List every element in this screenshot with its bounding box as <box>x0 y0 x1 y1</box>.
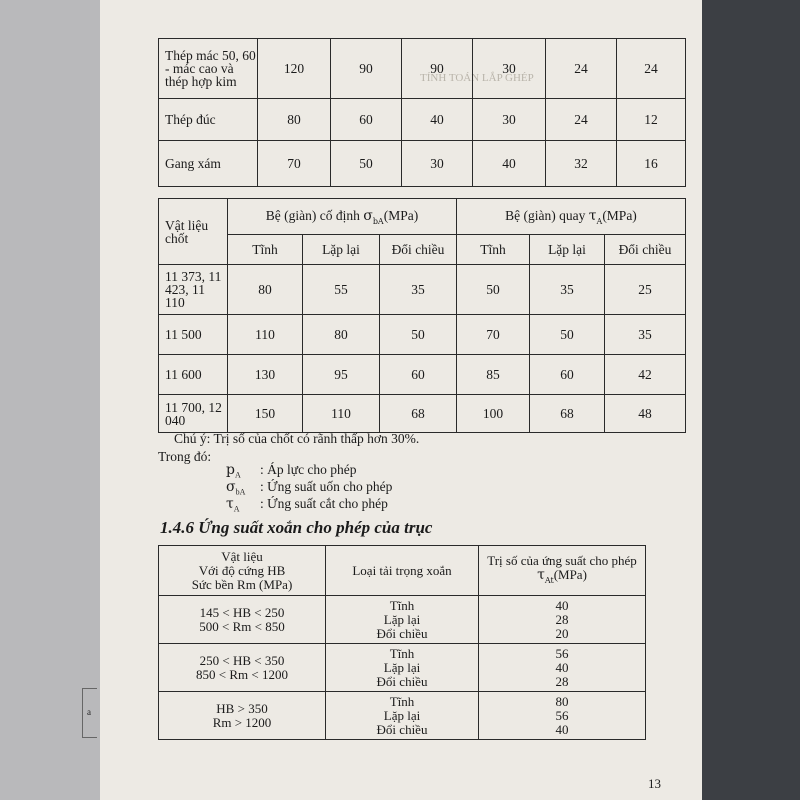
subheader-cell: Tĩnh <box>457 235 530 265</box>
material-cell: 145 < HB < 250 500 < Rm < 850 <box>159 596 326 644</box>
material-cell: 11 500 <box>159 315 228 355</box>
header-rotating: Bệ (giàn) quay $\tau_A(MPa)$ <box>457 199 686 235</box>
value-cell: 80 <box>228 265 303 315</box>
subheader-cell: Lặp lại <box>303 235 380 265</box>
value-cell: 35 <box>605 315 686 355</box>
value-cell: 40 28 20 <box>479 596 646 644</box>
header-fixed: Bệ (giàn) cố định $\sigma_{bA}(MPa)$ <box>228 199 457 235</box>
value-cell: 56 40 28 <box>479 644 646 692</box>
bleed-through-text: TÍNH TOÁN LẮP GHÉP <box>420 72 534 84</box>
value-cell: 35 <box>530 265 605 315</box>
table-row <box>159 355 686 395</box>
subheader-cell: Tĩnh <box>228 235 303 265</box>
sigma-symbol: $\sigma_{bA}$ <box>363 207 384 226</box>
header-material: Vật liệu chốt <box>159 199 228 265</box>
page-number: 13 <box>648 776 661 791</box>
value-cell: 32 <box>546 141 617 187</box>
value-cell: 30 <box>473 99 546 141</box>
value-cell: 55 <box>303 265 380 315</box>
value-cell: 24 <box>546 39 617 99</box>
load-cell: Tĩnh Lặp lại Đổi chiều <box>326 692 479 740</box>
value-cell: 80 56 40 <box>479 692 646 740</box>
value-cell: 90 <box>402 39 473 99</box>
legend-item-shear: $\tau_A$ : Ứng suất cắt cho phép <box>226 496 388 514</box>
value-cell: 110 <box>228 315 303 355</box>
value-cell: 50 <box>530 315 605 355</box>
material-cell: Thép đúc <box>159 99 258 141</box>
value-cell: 70 <box>457 315 530 355</box>
value-cell: 50 <box>380 315 457 355</box>
header-row <box>159 199 686 235</box>
left-page-edge <box>0 0 100 800</box>
tau-symbol: $\tau_{At}$ <box>537 566 554 585</box>
value-cell: 68 <box>380 395 457 433</box>
value-cell: 12 <box>617 99 686 141</box>
value-cell: 150 <box>228 395 303 433</box>
table-row <box>159 99 686 141</box>
value-cell: 24 <box>546 99 617 141</box>
value-cell: 70 <box>258 141 331 187</box>
strength-table-1 <box>158 38 686 187</box>
value-cell: 16 <box>617 141 686 187</box>
material-cell: 11 700, 12 040 <box>159 395 228 433</box>
header-row <box>159 546 646 596</box>
tau-symbol: $\tau_A$ <box>588 207 603 226</box>
value-cell: 50 <box>457 265 530 315</box>
value-cell: 100 <box>457 395 530 433</box>
table-row <box>159 692 646 740</box>
load-cell: Tĩnh Lặp lại Đổi chiều <box>326 644 479 692</box>
material-cell: 250 < HB < 350 850 < Rm < 1200 <box>159 644 326 692</box>
table-row <box>159 315 686 355</box>
value-cell: 120 <box>258 39 331 99</box>
table-row <box>159 39 686 99</box>
value-cell: 60 <box>530 355 605 395</box>
table-row <box>159 141 686 187</box>
header-load: Loại tải trọng xoắn <box>326 546 479 596</box>
legend-item-bending: $\sigma_{bA}$ : Ứng suất uốn cho phép <box>226 479 393 497</box>
table-row <box>159 596 646 644</box>
value-cell: 90 <box>331 39 402 99</box>
value-cell: 40 <box>473 141 546 187</box>
value-cell: 25 <box>605 265 686 315</box>
subheader-cell: Lặp lại <box>530 235 605 265</box>
value-cell: 60 <box>331 99 402 141</box>
material-cell: HB > 350 Rm > 1200 <box>159 692 326 740</box>
value-cell: 80 <box>258 99 331 141</box>
value-cell: 110 <box>303 395 380 433</box>
value-cell: 30 <box>402 141 473 187</box>
subheader-cell: Đổi chiều <box>380 235 457 265</box>
value-cell: 130 <box>228 355 303 395</box>
value-cell: 95 <box>303 355 380 395</box>
value-cell: 30 <box>473 39 546 99</box>
value-cell: 35 <box>380 265 457 315</box>
value-cell: 24 <box>617 39 686 99</box>
subheader-row <box>159 235 686 265</box>
material-cell: Gang xám <box>159 141 258 187</box>
torsion-stress-table <box>158 545 646 740</box>
section-heading: 1.4.6 Ứng suất xoắn cho phép của trục <box>160 518 433 537</box>
document-page <box>100 0 702 800</box>
table-row <box>159 265 686 315</box>
header-material: Vật liệu Với độ cứng HB Sức bền Rm (MPa) <box>159 546 326 596</box>
material-cell: 11 373, 11 423, 11 110 <box>159 265 228 315</box>
load-cell: Tĩnh Lặp lại Đổi chiều <box>326 596 479 644</box>
table-row <box>159 644 646 692</box>
material-cell: Thép mác 50, 60 - mác cao và thép hợp kim <box>159 39 258 99</box>
value-cell: 48 <box>605 395 686 433</box>
legend-item-pressure: $p_A$ : Áp lực cho phép <box>226 462 357 480</box>
value-cell: 42 <box>605 355 686 395</box>
header-value: Trị số của ứng suất cho phép $\tau_{At}(MPa)$ <box>479 546 646 596</box>
value-cell: 40 <box>402 99 473 141</box>
note-text: Chú ý: Trị số của chốt có rãnh thấp hơn 30%. <box>174 431 420 446</box>
value-cell: 80 <box>303 315 380 355</box>
where-label: Trong đó: <box>158 449 212 464</box>
table-row <box>159 395 686 433</box>
value-cell: 50 <box>331 141 402 187</box>
subheader-cell: Đổi chiều <box>605 235 686 265</box>
material-cell: 11 600 <box>159 355 228 395</box>
value-cell: 68 <box>530 395 605 433</box>
left-page-box: a <box>82 688 97 738</box>
value-cell: 60 <box>380 355 457 395</box>
value-cell: 85 <box>457 355 530 395</box>
pin-stress-table <box>158 198 686 433</box>
